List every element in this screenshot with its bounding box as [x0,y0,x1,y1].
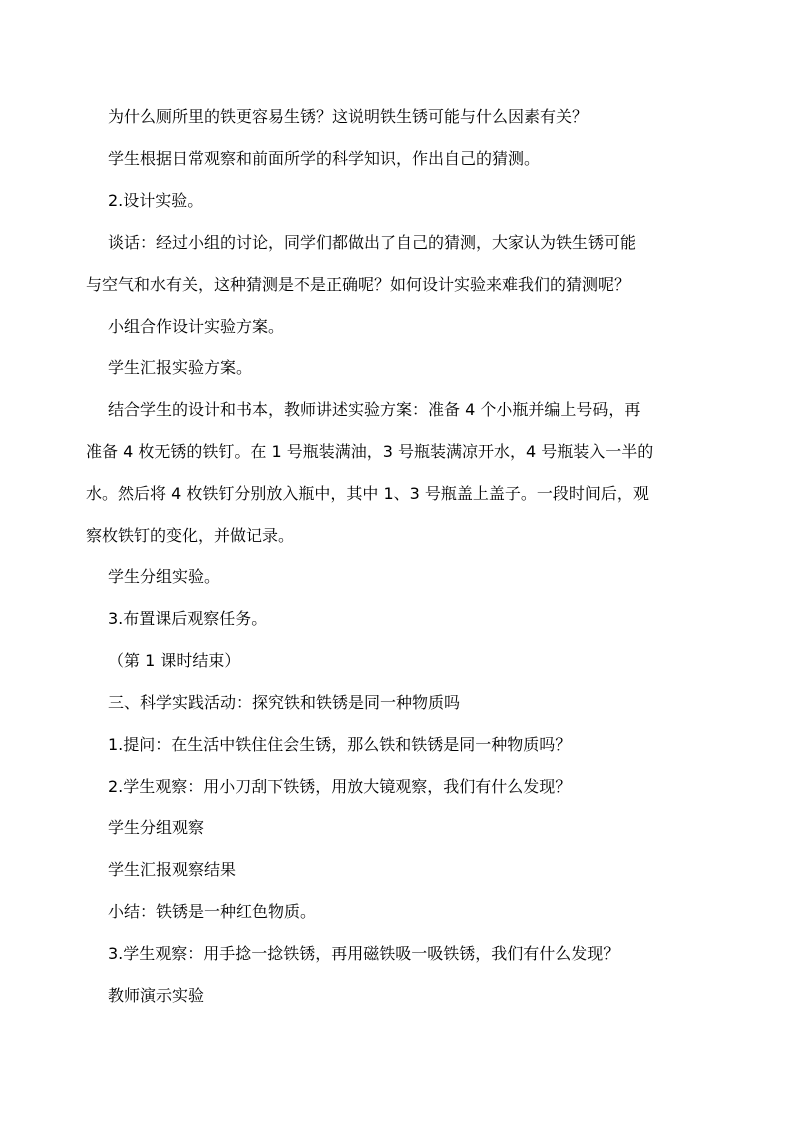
paragraph: 学生分组观察 [108,818,205,837]
paragraph: 结合学生的设计和书本，教师讲述实验方案：准备 4 个小瓶并编上号码，再 [108,400,641,419]
section-heading: 三、科学实践活动：探究铁和铁锈是同一种物质吗 [108,693,461,712]
paragraph: 2.设计实验。 [108,191,204,210]
paragraph: 学生汇报观察结果 [108,860,237,879]
paragraph-continuation: 水。然后将 4 枚铁钉分别放入瓶中，其中 1、3 号瓶盖上盖子。一段时间后，观 [86,484,649,503]
paragraph: 教师演示实验 [108,986,205,1005]
paragraph: 1.提问：在生活中铁住住会生锈，那么铁和铁锈是同一种物质吗？ [108,735,572,754]
paragraph: 学生分组实验。 [108,567,221,586]
paragraph: 小组合作设计实验方案。 [108,317,285,336]
paragraph: 学生汇报实验方案。 [108,358,253,377]
paragraph: 谈话：经过小组的讨论，同学们都做出了自己的猜测，大家认为铁生锈可能 [108,233,637,252]
paragraph: （第 1 课时结束） [108,651,241,670]
paragraph: 2.学生观察：用小刀刮下铁锈，用放大镜观察，我们有什么发现？ [108,777,572,796]
paragraph-continuation: 与空气和水有关，这种猜测是不是正确呢？如何设计实验来难我们的猜测呢？ [86,275,631,294]
paragraph-continuation: 察枚铁钉的变化，并做记录。 [86,526,295,545]
paragraph: 为什么厕所里的铁更容易生锈？这说明铁生锈可能与什么因素有关？ [108,107,589,126]
paragraph: 小结：铁锈是一种红色物质。 [108,902,317,921]
paragraph-continuation: 准备 4 枚无锈的铁钉。在 1 号瓶装满油，3 号瓶装满凉开水，4 号瓶装入一半的 [86,442,654,461]
paragraph: 学生根据日常观察和前面所学的科学知识，作出自己的猜测。 [108,149,541,168]
paragraph: 3.布置课后观察任务。 [108,609,268,628]
paragraph: 3.学生观察：用手捻一捻铁锈，再用磁铁吸一吸铁锈，我们有什么发现？ [108,944,620,963]
